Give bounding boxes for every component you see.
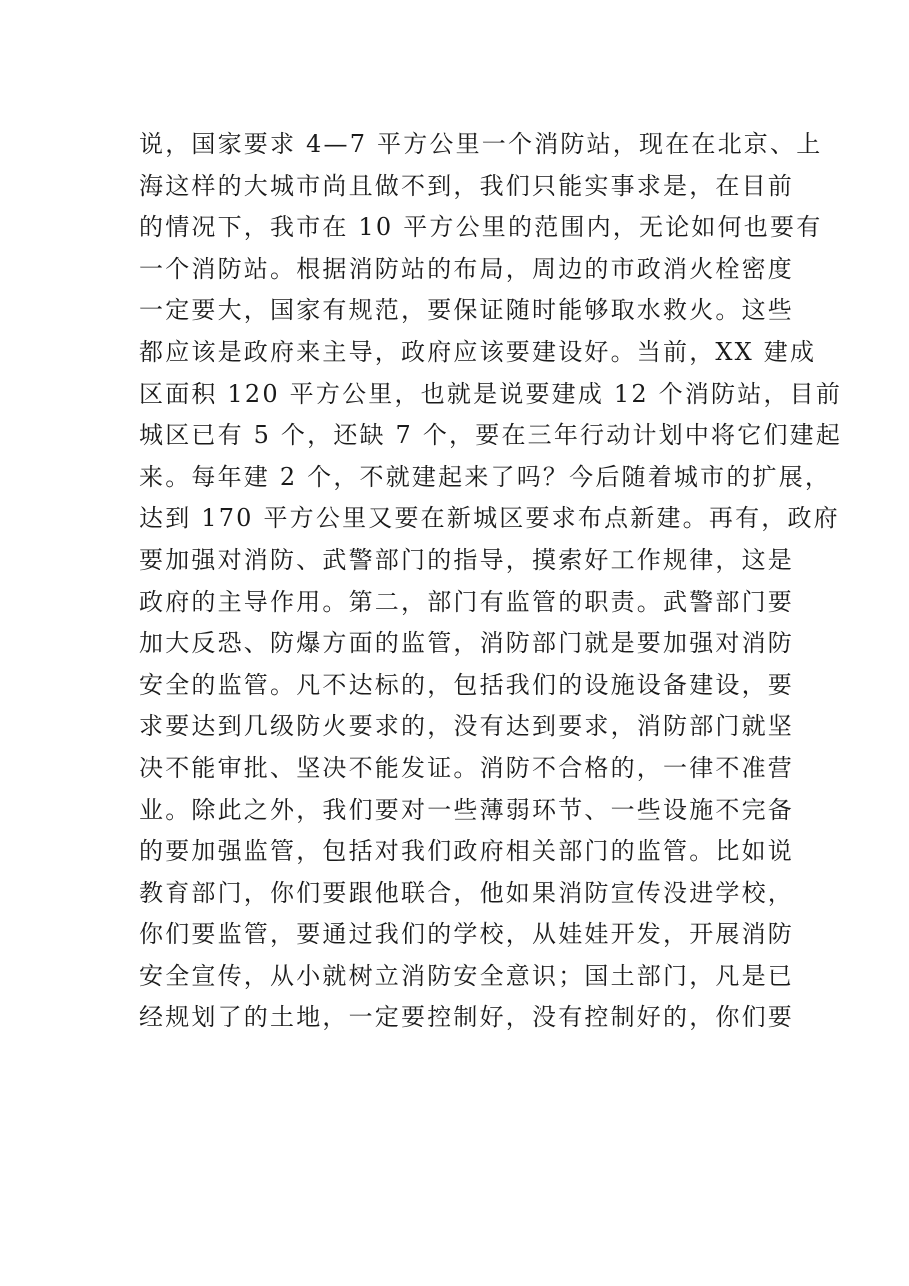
text-line: 教育部门，你们要跟他联合，他如果消防宣传没进学校， bbox=[139, 878, 794, 907]
text-line: 海这样的大城市尚且做不到，我们只能实事求是，在目前 bbox=[139, 171, 794, 200]
text-line: 达到 170 平方公里又要在新城区要求布点新建。再有，政府 bbox=[139, 504, 840, 533]
text-line: 一个消防站。根据消防站的布局，周边的市政消火栓密度 bbox=[139, 254, 794, 283]
text-line: 的要加强监管，包括对我们政府相关部门的监管。比如说 bbox=[139, 837, 794, 866]
text-line: 决不能审批、坚决不能发证。消防不合格的，一律不准营 bbox=[139, 753, 794, 782]
text-line: 你们要监管，要通过我们的学校，从娃娃开发，开展消防 bbox=[139, 920, 794, 949]
text-line: 业。除此之外，我们要对一些薄弱环节、一些设施不完备 bbox=[139, 795, 794, 824]
text-line: 安全的监管。凡不达标的，包括我们的设施设备建设，要 bbox=[139, 670, 794, 699]
text-line: 来。每年建 2 个，不就建起来了吗？今后随着城市的扩展， bbox=[139, 462, 832, 491]
text-line: 安全宣传，从小就树立消防安全意识；国土部门，凡是已 bbox=[139, 961, 794, 990]
body-text bbox=[139, 124, 843, 1039]
text-line: 经规划了的土地，一定要控制好，没有控制好的，你们要 bbox=[139, 1003, 794, 1032]
text-line: 求要达到几级防火要求的，没有达到要求，消防部门就坚 bbox=[139, 712, 794, 741]
text-line: 城区已有 5 个，还缺 7 个，要在三年行动计划中将它们建起 bbox=[139, 421, 843, 450]
text-line: 一定要大，国家有规范，要保证随时能够取水救火。这些 bbox=[139, 296, 794, 325]
text-line: 政府的主导作用。第二，部门有监管的职责。武警部门要 bbox=[139, 587, 794, 616]
text-line: 说，国家要求 4—7 平方公里一个消防站，现在在北京、上 bbox=[139, 130, 823, 158]
text-line: 区面积 120 平方公里，也就是说要建成 12 个消防站，目前 bbox=[139, 379, 843, 408]
text-line: 都应该是政府来主导，政府应该要建设好。当前，XX 建成 bbox=[139, 337, 817, 366]
text-line: 的情况下，我市在 10 平方公里的范围内，无论如何也要有 bbox=[139, 213, 823, 242]
text-line: 要加强对消防、武警部门的指导，摸索好工作规律，这是 bbox=[139, 545, 794, 574]
text-line: 加大反恐、防爆方面的监管，消防部门就是要加强对消防 bbox=[139, 629, 794, 658]
